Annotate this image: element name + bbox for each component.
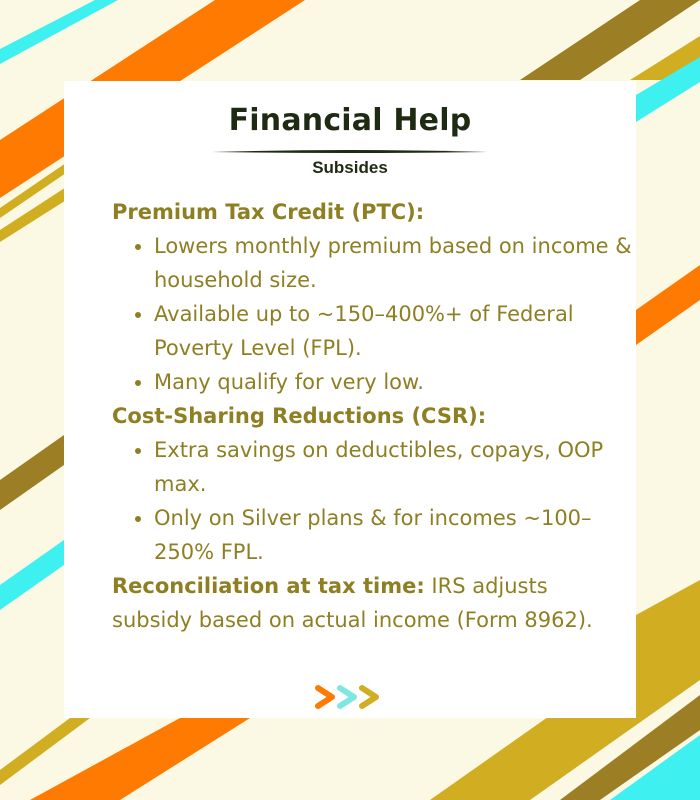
section-heading: Premium Tax Credit (PTC): [112,200,425,224]
reconciliation-heading: Reconciliation at tax time: [112,574,425,598]
list-item: Available up to ~150–400%+ of Federal Poverty Level (FPL). [154,297,632,365]
section-heading: Cost-Sharing Reductions (CSR): [112,404,487,428]
chevrons-right-icon [314,683,386,713]
list-item: Extra savings on deductibles, copays, OOP max. [154,433,632,501]
list-item: Only on Silver plans & for incomes ~100–250% FPL. [154,501,632,569]
title-underline [212,149,488,155]
bullet-list [112,229,632,399]
reconciliation-text: IRS adjusts subsidy based on actual income (Form 8962). [112,574,593,632]
bullet-list [112,433,632,569]
info-card [64,81,636,718]
list-item: Many qualify for very low. [154,365,632,399]
list-item: Lowers monthly premium based on income & household size. [154,229,632,297]
section-csr [112,399,632,569]
section-ptc [112,195,632,399]
reconciliation-paragraph [112,569,632,637]
page-title: Financial Help [228,103,472,138]
page-subtitle: Subsides [312,158,388,177]
content-body [112,195,632,637]
